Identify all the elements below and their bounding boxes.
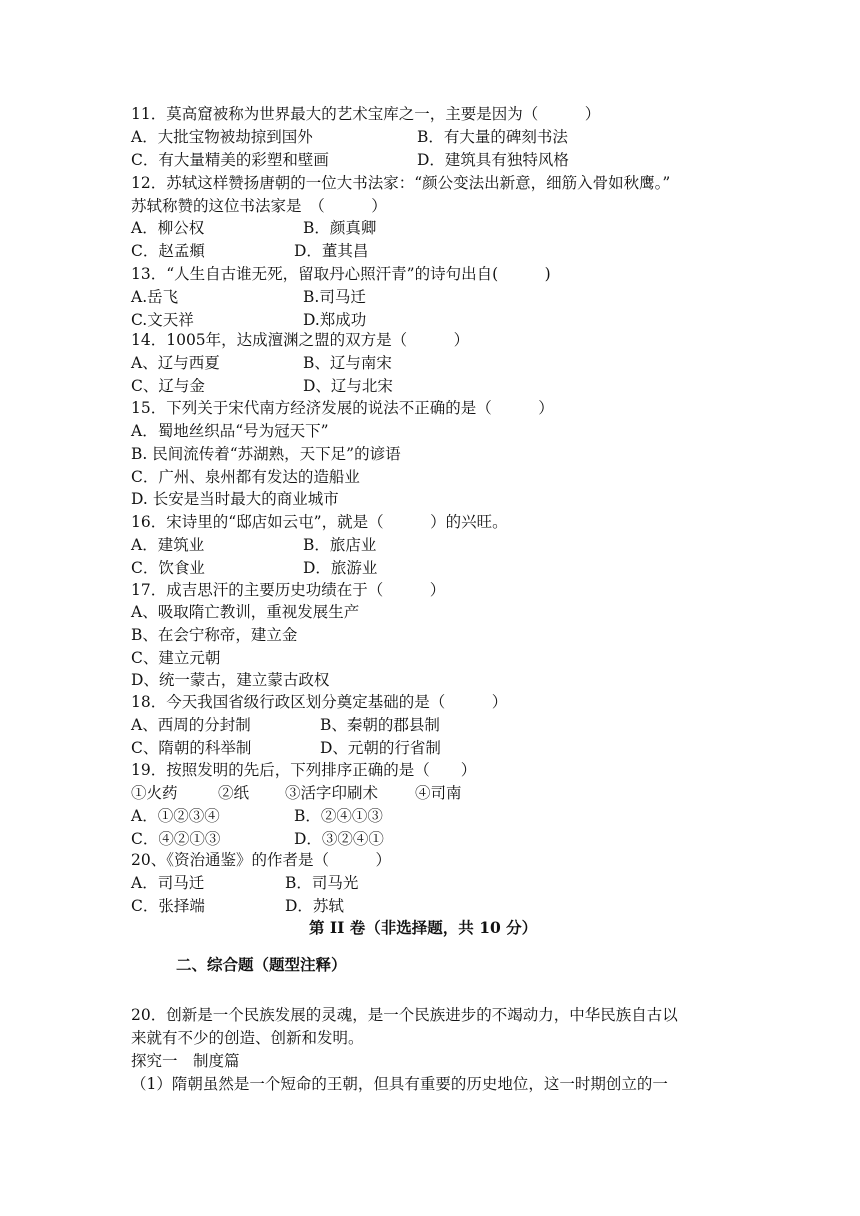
question-15-stem: 15．下列关于宋代南方经济发展的说法不正确的是（ ）	[131, 399, 554, 417]
question-20-stem: 20、《资治通鉴》的作者是（ ）	[131, 851, 391, 869]
question-19-item-3: ③活字印刷术	[285, 784, 379, 802]
question-18-option-a: A、西周的分封制	[131, 716, 251, 734]
question-12-option-d: D．董其昌	[294, 242, 369, 260]
question-13-option-b: B.司马迁	[303, 288, 366, 306]
question-13-option-d: D.郑成功	[303, 311, 367, 329]
question-20-option-a: A．司马迁	[131, 874, 205, 892]
question-16-option-d: D．旅游业	[303, 559, 378, 577]
question-13-stem: 13．“人生自古谁无死，留取丹心照汗青”的诗句出自( )	[131, 265, 551, 283]
question-19-option-d: D．③②④①	[294, 830, 384, 848]
question-20-option-c: C．张择端	[131, 897, 205, 915]
question-18-stem: 18．今天我国省级行政区划分奠定基础的是（ ）	[131, 693, 508, 711]
question-14-option-a: A、辽与西夏	[131, 354, 220, 372]
question-19-stem: 19．按照发明的先后，下列排序正确的是（ ）	[131, 761, 477, 779]
essay-question-line-1: 20．创新是一个民族发展的灵魂，是一个民族进步的不竭动力，中华民族自古以	[131, 1006, 678, 1024]
question-15-option-d: D. 长安是当时最大的商业城市	[131, 490, 339, 508]
question-15-option-b: B. 民间流传着“苏湖熟，天下足”的谚语	[131, 445, 401, 463]
question-11-option-b: B．有大量的碑刻书法	[417, 128, 568, 146]
question-19-option-a: A．①②③④	[131, 807, 220, 825]
question-19-option-c: C．④②①③	[131, 830, 221, 848]
question-12-stem-cont: 苏轼称赞的这位书法家是 （ ）	[131, 197, 387, 215]
question-12-option-a: A．柳公权	[131, 219, 205, 237]
question-20-option-b: B．司马光	[285, 874, 359, 892]
section-2-title: 第 II 卷（非选择题，共 10 分）	[309, 918, 538, 937]
question-17-option-b: B、在会宁称帝，建立金	[131, 626, 298, 644]
question-17-option-a: A、吸取隋亡教训，重视发展生产	[131, 603, 360, 621]
question-12-option-c: C．赵孟頫	[131, 242, 205, 260]
section-2-heading: 二、综合题（题型注释）	[176, 955, 347, 974]
question-19-option-b: B．②④①③	[294, 807, 383, 825]
question-15-option-c: C．广州、泉州都有发达的造船业	[131, 468, 360, 486]
question-14-stem: 14．1005年，达成澶渊之盟的双方是（ ）	[131, 331, 470, 349]
question-17-stem: 17．成吉思汗的主要历史功绩在于（ ）	[131, 581, 446, 599]
question-16-option-c: C．饮食业	[131, 559, 205, 577]
question-19-item-2: ②纸	[218, 784, 250, 802]
explore-heading: 探究一 制度篇	[131, 1052, 240, 1070]
question-17-option-c: C、建立元朝	[131, 649, 221, 667]
question-18-option-b: B、秦朝的郡县制	[320, 716, 440, 734]
question-11-option-d: D．建筑具有独特风格	[417, 151, 569, 169]
question-20-option-d: D．苏轼	[285, 897, 344, 915]
question-13-option-a: A.岳飞	[131, 288, 179, 306]
question-16-option-a: A．建筑业	[131, 536, 205, 554]
question-14-option-d: D、辽与北宋	[303, 377, 393, 395]
question-18-option-c: C、隋朝的科举制	[131, 739, 252, 757]
question-11-stem: 11．莫高窟被称为世界最大的艺术宝库之一，主要是因为（ ）	[131, 105, 601, 123]
question-19-item-4: ④司南	[415, 784, 462, 802]
question-17-option-d: D、统一蒙古，建立蒙古政权	[131, 671, 330, 689]
question-15-option-a: A．蜀地丝织品“号为冠天下”	[131, 422, 329, 440]
question-16-stem: 16．宋诗里的“邸店如云屯”，就是（ ）的兴旺。	[131, 513, 508, 531]
question-18-option-d: D、元朝的行省制	[320, 739, 441, 757]
question-14-option-b: B、辽与南宋	[303, 354, 392, 372]
question-13-option-c: C.文天祥	[131, 311, 194, 329]
question-14-option-c: C、辽与金	[131, 377, 205, 395]
question-12-stem: 12．苏轼这样赞扬唐朝的一位大书法家：“颜公变法出新意，细筋入骨如秋鹰。”	[131, 174, 671, 192]
question-11-option-a: A．大批宝物被劫掠到国外	[131, 128, 313, 146]
question-16-option-b: B．旅店业	[303, 536, 377, 554]
question-12-option-b: B．颜真卿	[303, 219, 377, 237]
essay-question-line-2: 来就有不少的创造、创新和发明。	[131, 1029, 364, 1047]
sub-question-1: （1）隋朝虽然是一个短命的王朝，但具有重要的历史地位，这一时期创立的一	[131, 1075, 668, 1093]
question-11-option-c: C．有大量精美的彩塑和壁画	[131, 151, 329, 169]
question-19-item-1: ①火药	[131, 784, 178, 802]
